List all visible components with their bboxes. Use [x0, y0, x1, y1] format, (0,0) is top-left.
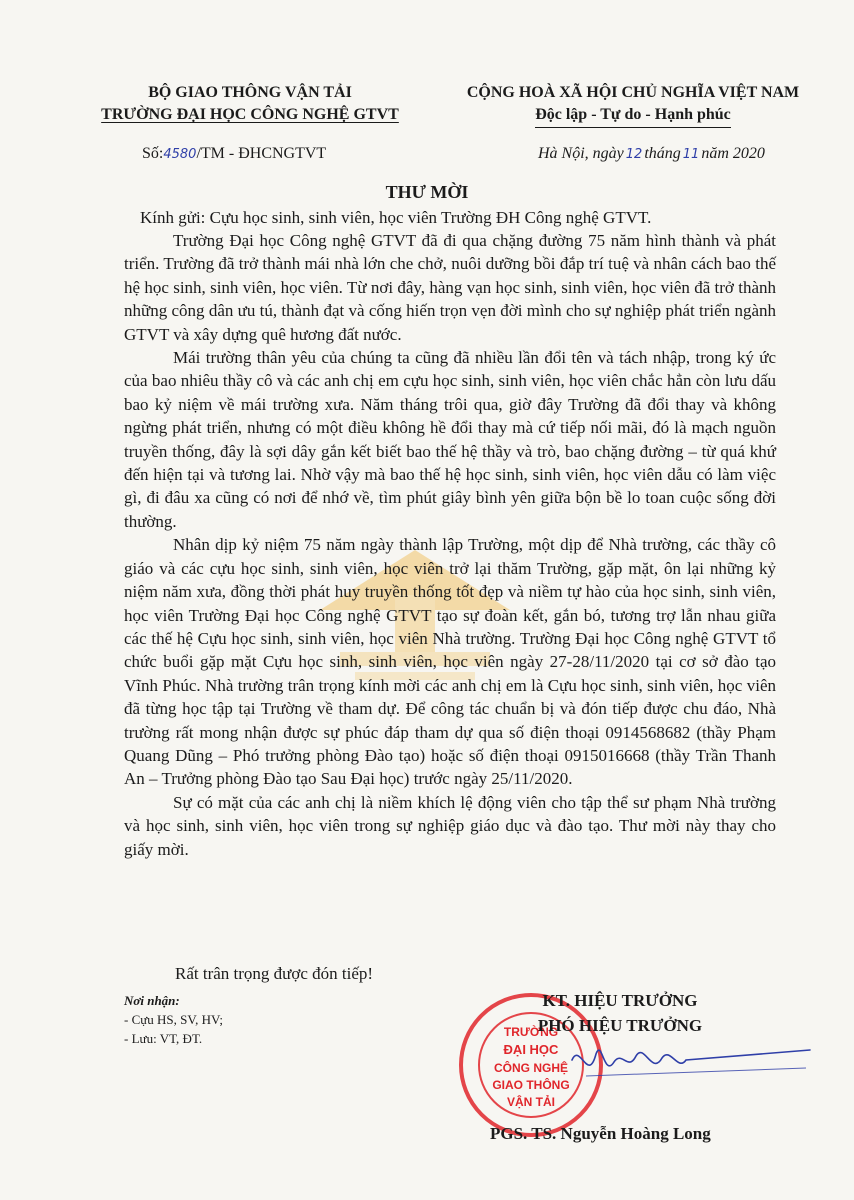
country-name: CỘNG HOÀ XÃ HỘI CHỦ NGHĨA VIỆT NAM	[466, 84, 800, 101]
doc-number-value: 4580	[163, 147, 197, 162]
date-day: 12	[625, 147, 643, 162]
recipient-item: - Lưu: VT, ĐT.	[124, 1031, 203, 1046]
document-number	[142, 145, 326, 163]
parent-ministry: BỘ GIAO THÔNG VẬN TẢI	[148, 84, 352, 101]
school-name: TRƯỜNG ĐẠI HỌC CÔNG NGHỆ GTVT	[101, 106, 399, 123]
paragraph: Trường Đại học Công nghệ GTVT đã đi qua chặng đường 75 năm hình thành và phát triển. Trường đã trở thành mái nhà lớn che chở, nuôi dưỡng bồi đắp trí tuệ và nhân cách bao thế hệ học sinh, sinh viên, học viên. Từ nơi đây, hàng vạn học sinh, sinh viên, học viên đã trở thành những công dân ưu tú, thành đạt và cống hiến trọn vẹn đời mình cho sự nghiệp phát triển ngành GTVT và xây dựng quê hương đất nước.	[124, 231, 776, 344]
date-year: năm 2020	[701, 145, 765, 162]
seal-line: TRƯỜNG	[503, 1025, 559, 1039]
national-motto: Độc lập - Tự do - Hạnh phúc	[535, 104, 731, 128]
signature-title	[470, 988, 770, 1038]
recipient-item: - Cựu HS, SV, HV;	[124, 1012, 224, 1027]
seal-line: ĐẠI HỌC	[503, 1042, 559, 1057]
doc-number-suffix: /TM - ĐHCNGTVT	[196, 145, 327, 162]
recipients-label: Nơi nhận:	[124, 993, 180, 1008]
handwritten-signature	[566, 1032, 816, 1092]
paragraph: Sự có mặt của các anh chị là niềm khích lệ động viên cho tập thể sư phạm Nhà trường và học sinh, sinh viên, học viên trong sự nghiệp giáo dục và đào tạo. Thư mời này thay cho giấy mời.	[124, 792, 776, 859]
national-header	[448, 82, 818, 128]
issuing-organization	[80, 82, 420, 126]
doc-number-prefix: Số:	[142, 145, 164, 162]
signer-position: PHÓ HIỆU TRƯỞNG	[537, 1016, 703, 1035]
recipients-block	[124, 991, 223, 1048]
seal-line: VẬN TẢI	[507, 1095, 555, 1109]
date-place: Hà Nội, ngày	[538, 145, 624, 162]
seal-line: CÔNG NGHỆ	[493, 1061, 569, 1075]
document-date	[538, 145, 765, 163]
date-month-label: tháng	[644, 145, 681, 162]
paragraph: Nhân dịp kỷ niệm 75 năm ngày thành lập Trường, một dịp để Nhà trường, các thầy cô giáo và các cựu học sinh, sinh viên, học viên trở lại thăm Trường, gặp mặt, ôn lại những kỷ niệm năm xưa, đồng thời phát huy truyền thống tốt đẹp và niềm tự hào của học sinh, sinh viên, học viên Trường Đại học Công nghệ GTVT tạo sự đoàn kết, gắn bó, tương trợ lẫn nhau giữa các thế hệ Cựu học sinh, sinh viên, học viên Nhà trường. Trường Đại học Công nghệ GTVT tổ chức buổi gặp mặt Cựu học sinh, sinh viên, học viên ngày 27-28/11/2020 tại cơ sở đào tạo Vĩnh Phúc. Nhà trường trân trọng kính mời các anh chị em là Cựu học sinh, sinh viên, học viên đã từng học tập tại Trường về tham dự. Để công tác chuẩn bị và đón tiếp được chu đáo, Nhà trường rất mong nhận được sự phúc đáp tham dự qua số điện thoại 0914568682 (thầy Phạm Quang Dũng – Phó trưởng phòng Đào tạo) hoặc số điện thoại 0915016668 (thầy Trần Thanh An – Trưởng phòng Đào tạo Sau Đại học) trước ngày 25/11/2020.	[124, 535, 776, 789]
date-month: 11	[682, 147, 700, 162]
seal-line: GIAO THÔNG	[492, 1078, 570, 1092]
on-behalf-label: KT. HIỆU TRƯỞNG	[542, 991, 698, 1010]
recipient-line: Kính gửi: Cựu học sinh, sinh viên, học viên Trường ĐH Công nghệ GTVT.	[140, 208, 652, 227]
paragraph: Mái trường thân yêu của chúng ta cũng đã nhiều lần đổi tên và tách nhập, trong ký ức của bao nhiêu thầy cô và các anh chị em cựu học sinh, sinh viên, học viên chắc hẳn còn lưu dấu bao kỷ niệm về mái trường xưa. Năm tháng trôi qua, giờ đây Trường đã đổi thay và không ngừng phát triển, nhưng có một điều không hề đổi thay mà cứ tiếp nối mãi, đó là mạch nguồn truyền thống, đây là sợi dây gắn kết biết bao thế hệ thầy và trò, bao chặng đường – từ quá khứ đến hiện tại và tương lai. Nhờ vậy mà bao thế hệ học sinh, sinh viên, học viên dẫu có làm việc gì, đi đâu xa cũng có nơi để nhớ về, tìm phút giây bình yên giữa bộn bề lo toan cuộc sống đời thường.	[124, 348, 776, 531]
letter-body	[124, 229, 776, 861]
letter-title: THƯ MỜI	[385, 182, 469, 202]
signer-name: PGS. TS. Nguyễn Hoàng Long	[490, 1124, 711, 1143]
closing-line: Rất trân trọng được đón tiếp!	[175, 964, 374, 983]
